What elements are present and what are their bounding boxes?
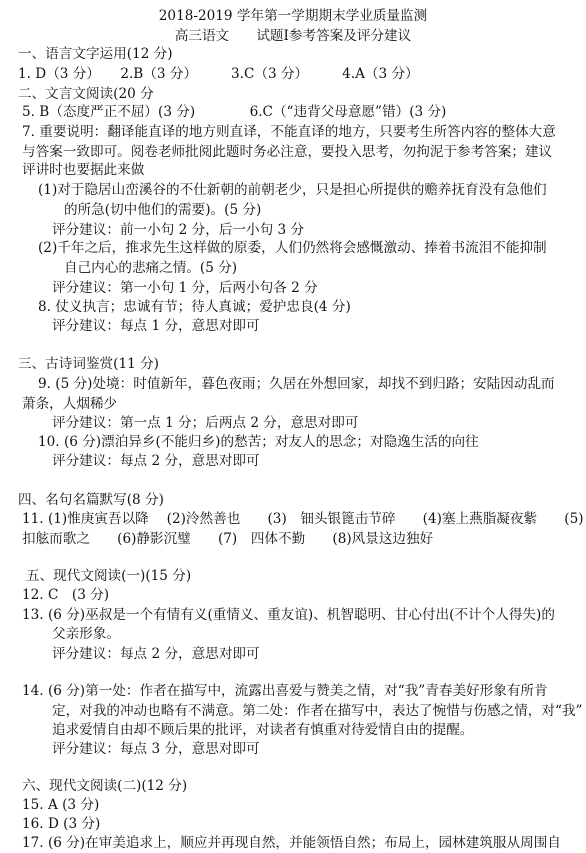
- answer-15: 15. A (3 分): [22, 797, 100, 813]
- answer-8: 8. 仗义执言；忠诚有节；待人真诚；爱护忠良(4 分): [38, 299, 351, 315]
- note-line-1: 7. 重要说明：翻译能直译的地方则直译，不能直译的地方，只要考生所答内容的整体大意: [22, 124, 556, 140]
- answer-10-scoring: 评分建议：每点 2 分，意思对即可: [52, 453, 260, 469]
- translation-1-line-2: 的所急(切中他们的需要)。(5 分): [64, 202, 262, 218]
- section-3-heading: 三、古诗词鉴赏(11 分): [18, 356, 159, 372]
- translation-2-line-2: 自己内心的悲痛之情。(5 分): [64, 260, 238, 276]
- doc-subtitle: 高三语文 试题Ⅰ参考答案及评分建议: [174, 28, 412, 44]
- translation-1-scoring: 评分建议：前一小句 2 分，后一小句 3 分: [52, 222, 305, 238]
- translation-2-line-1: (2)千年之后，推求先生这样做的原委，人们仍然将会感慨激动、捧着书流泪不能抑制: [38, 240, 547, 256]
- answer-10: 10. (6 分)漂泊异乡(不能归乡)的愁苦；对友人的思念；对隐逸生活的向往: [38, 434, 479, 450]
- translation-1-line-1: (1)对于隐居山峦溪谷的不仕新朝的前朝老少，只是担心所提供的赡养抚育没有急他们: [38, 182, 547, 198]
- note-line-2: 与答案一致即可。阅卷老师批阅此题时务必注意，要投入思考，勿拘泥于参考答案；建议: [22, 144, 553, 160]
- answer-14-line-2: 定，对我的冲动也略有不满意。第二处：作者在描写中，表达了惋惜与伤感之情，对“我”: [52, 703, 583, 719]
- section-1-heading: 一、语言文字运用(12 分): [18, 46, 173, 62]
- answer-16: 16. D (3 分): [22, 816, 101, 832]
- section-6-heading: 六、现代文阅读(二)(12 分): [22, 778, 188, 794]
- answer-9-line-2: 萧条，人烟稀少: [22, 396, 118, 412]
- section-2-heading: 二、文言文阅读(20 分: [18, 86, 154, 102]
- answer-5-6: 5. B（态度严正不屈）(3 分) 6.C（“违背父母意愿”错）(3 分): [22, 104, 447, 120]
- section-4-heading: 四、名句名篇默写(8 分): [18, 492, 164, 508]
- answer-9-line-1: 9. (5 分)处境：时值新年，暮色夜雨；久居在外想回家，却找不到归路；安陆因动乱而: [38, 376, 555, 392]
- answer-11-line-2: 扣舷而歌之 (6)静影沉璧 (7) 四体不勤 (8)风景这边独好: [22, 531, 434, 547]
- answer-14-scoring: 评分建议：每点 3 分，意思对即可: [52, 741, 260, 757]
- translation-2-scoring: 评分建议：第一小句 1 分，后两小句各 2 分: [52, 280, 318, 296]
- answer-14-line-1: 14. (6 分)第一处：作者在描写中，流露出喜爱与赞美之情，对“我”青春美好形象有所肯: [22, 683, 548, 699]
- section-5-heading: 五、现代文阅读(一)(15 分): [26, 568, 192, 584]
- answer-13-scoring: 评分建议：每点 2 分，意思对即可: [52, 646, 260, 662]
- answer-12: 12. C (3 分): [22, 587, 110, 603]
- doc-title: 2018-2019 学年第一学期期末学业质量监测: [158, 8, 428, 24]
- answer-13-line-1: 13. (6 分)巫叔是一个有情有义(重情义、重友谊)、机智聪明、甘心付出(不计个人得失)的: [22, 607, 555, 623]
- answer-11-line-1: 11. (1)惟庚寅吾以降 (2)泠然善也 (3) 钿头银篦击节碎 (4)塞上燕脂凝夜紫 (5): [22, 511, 584, 527]
- answer-8-scoring: 评分建议：每点 1 分，意思对即可: [52, 318, 260, 334]
- note-line-3: 评讲时也要据此来做: [22, 162, 145, 178]
- answer-17: 17. (6 分)在审美追求上，顺应并再现自然，并能领悟自然；布局上，园林建筑服从周围自: [22, 835, 561, 851]
- answer-13-line-2: 父亲形象。: [52, 626, 120, 642]
- section-1-answers: 1. D（3 分） 2.B（3 分） 3.C（3 分） 4.A（3 分）: [18, 66, 419, 82]
- answer-9-scoring: 评分建议：第一点 1 分；后两点 2 分，意思对即可: [52, 415, 359, 431]
- answer-14-line-3: 追求爱情自由却不顾后果的批评，对读者有慎重对待爱情自由的提醒。: [52, 722, 474, 738]
